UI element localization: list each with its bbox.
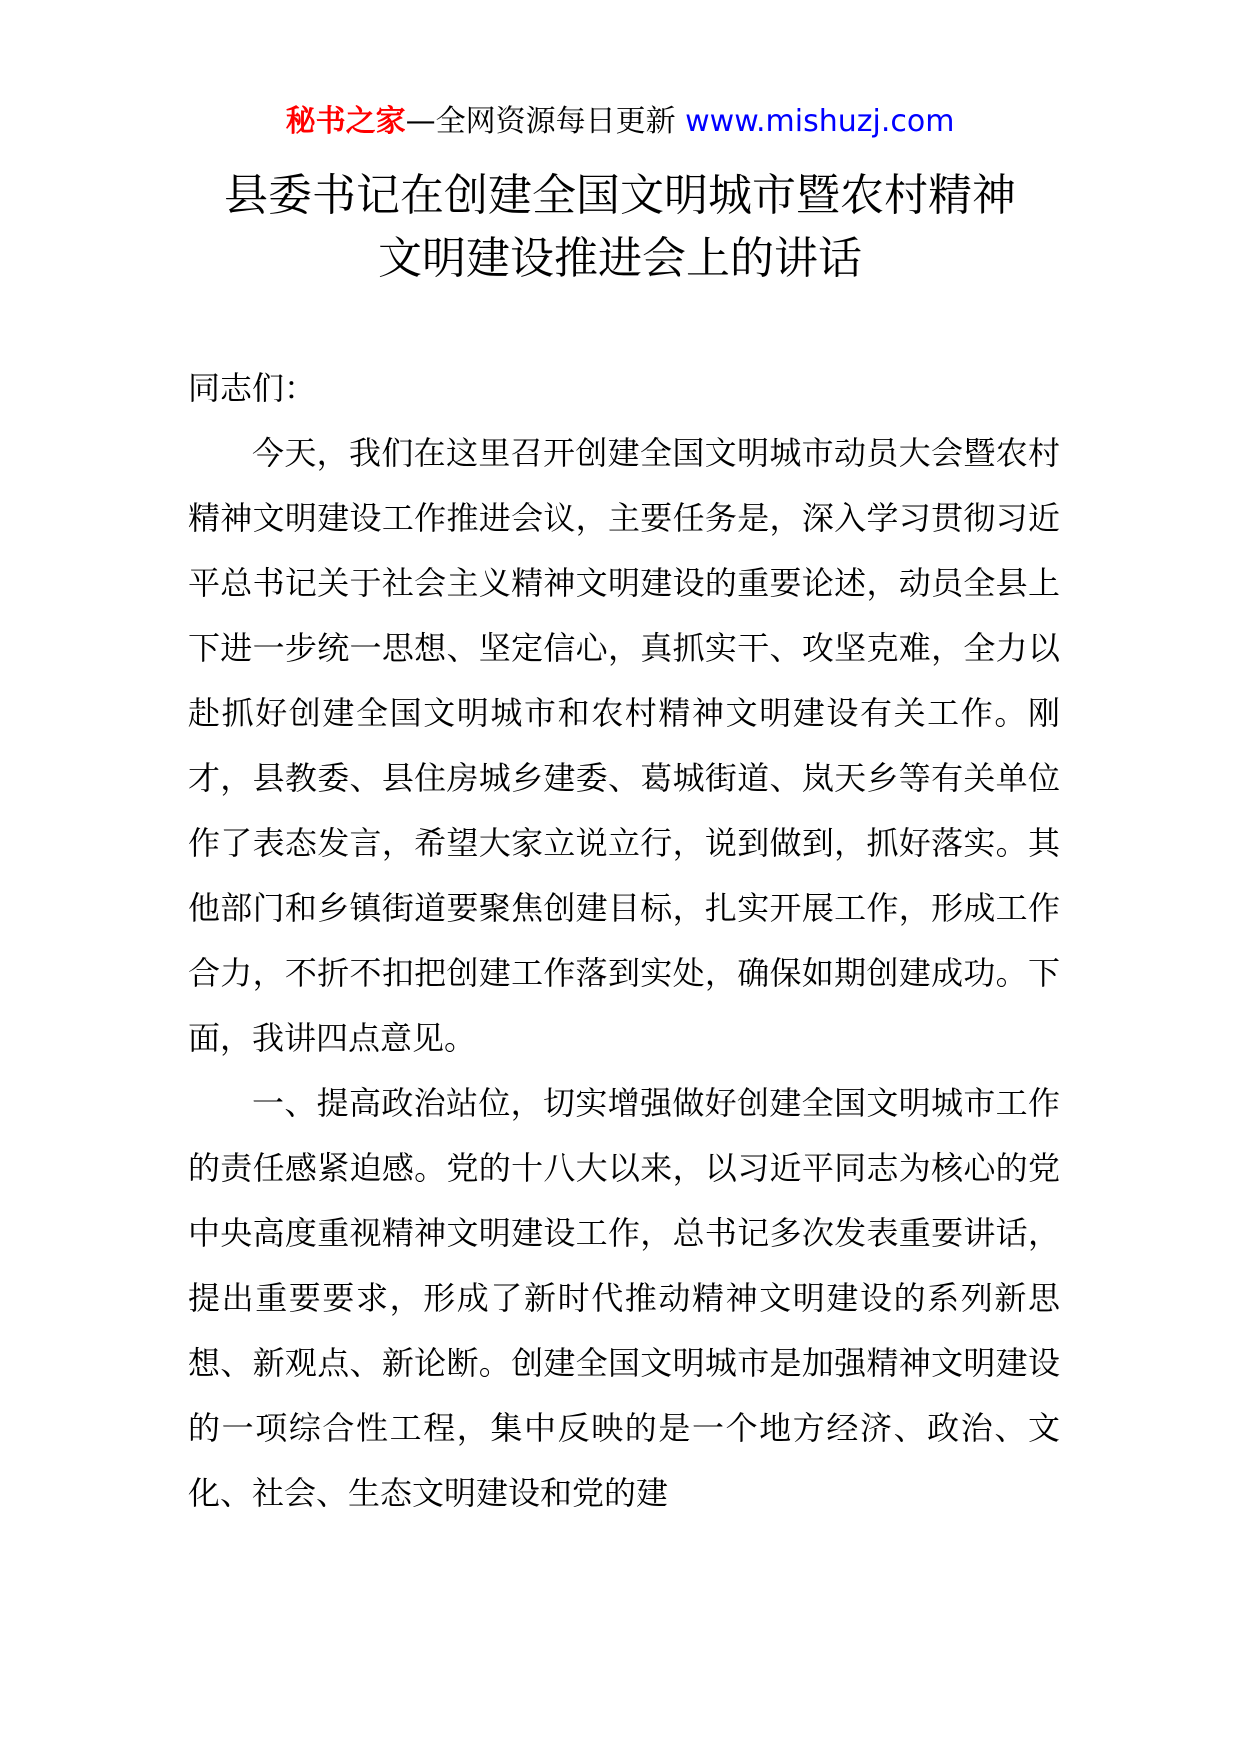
site-url[interactable]: www.mishuzj.com: [685, 104, 955, 139]
header-banner: [0, 102, 1240, 142]
site-brand: 秘书之家: [285, 104, 406, 139]
salutation: 同志们：: [188, 369, 317, 407]
paragraph-opening: 今天，我们在这里召开创建全国文明城市动员大会暨农村精神文明建设工作推进会议，主要任务是，深入学习贯彻习近平总书记关于社会主义精神文明建设的重要论述，动员全县上下进一步统一思想、坚定信心，真抓实干、攻坚克难，全力以赴抓好创建全国文明城市和农村精神文明建设有关工作。刚才，县教委、县住房城乡建委、葛城街道、岚天乡等有关单位作了表态发言，希望大家立说立行，说到做到，抓好落实。其他部门和乡镇街道要聚焦创建目标，扎实开展工作，形成工作合力，不折不扣把创建工作落到实处，确保如期创建成功。下面，我讲四点意见。: [188, 434, 1060, 1057]
site-tagline: —全网资源每日更新: [405, 104, 686, 139]
document-body: [188, 356, 1060, 1526]
paragraph-section-one: 一、提高政治站位，切实增强做好创建全国文明城市工作的责任感紧迫感。党的十八大以来，以习近平同志为核心的党中央高度重视精神文明建设工作，总书记多次发表重要讲话，提出重要要求，形成了新时代推动精神文明建设的系列新思想、新观点、新论断。创建全国文明城市是加强精神文明建设的一项综合性工程，集中反映的是一个地方经济、政治、文化、社会、生态文明建设和党的建: [188, 1084, 1060, 1512]
document-title-line-1: 县委书记在创建全国文明城市暨农村精神: [224, 170, 1016, 221]
document-title-line-2: 文明建设推进会上的讲话: [378, 233, 862, 284]
document-title: [150, 164, 1090, 290]
